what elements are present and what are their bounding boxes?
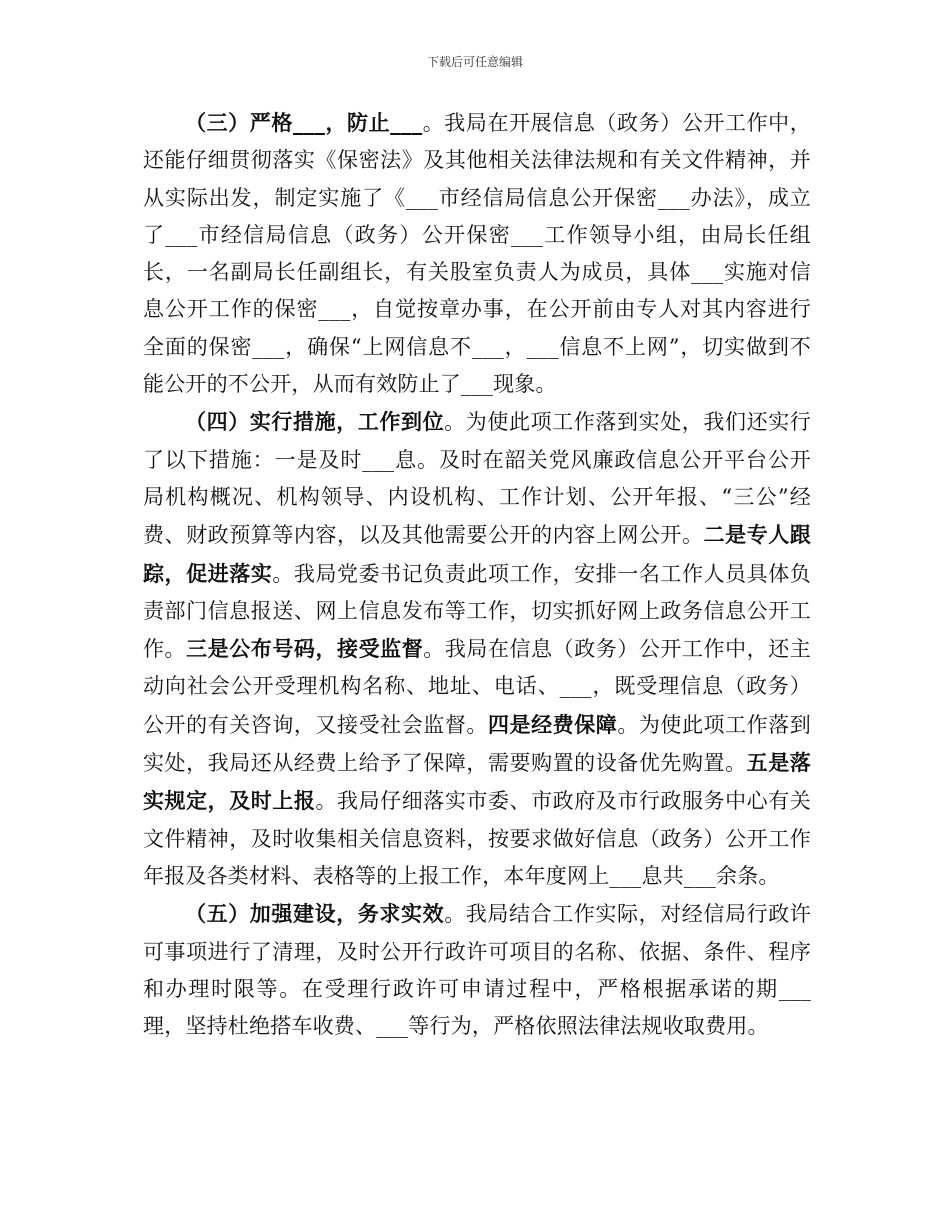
subheading-5: 五是落实规定，及时上报: [143, 750, 811, 814]
paragraph-heading: （三）严格___，防止___: [185, 110, 423, 135]
paragraph-text: 。为使此项工作落到实处，我局还从经费上给予了保障，需要购置的设备优先购置。: [143, 712, 811, 776]
subheading-3: 三是公布号码，接受监督: [186, 636, 424, 662]
paragraph-text: 。我局党委书记负责此项工作，安排一名工作人员具体负责部门信息报送、网上信息发布等工作，切实抓好网上政务信息公开工作。: [143, 561, 811, 662]
subheading-2: 二是专人跟踪，促进落实: [143, 522, 812, 586]
paragraph-text: 。我局在信息（政务）公开工作中，还主动向社会公开受理机构名称、地址、电话、___，既受理信息（政务）公开的有关咨询，又接受社会监督。: [143, 637, 811, 737]
document-body: [143, 104, 811, 1045]
paragraph-3: [143, 104, 811, 403]
paragraph-text: 。我局结合工作实际，对经信局行政许可事项进行了清理，及时公开行政许可项目的名称、依据、条件、程序和办理时限等。在受理行政许可申请过程中，严格根据承诺的期___理，坚持杜绝搭车收费、___等行为，严格依照法律法规收取费用。: [143, 902, 811, 1039]
subheading-4: 四是经费保障: [487, 711, 618, 737]
paragraph-heading: （四）实行措施，工作到位: [185, 409, 445, 435]
paragraph-text: 。我局仔细落实市委、市政府及市行政服务中心有关文件精神，及时收集相关信息资料，按要求做好信息（政务）公开工作年报及各类材料、表格等的上报工作，本年度网上___息共___余条。: [143, 789, 811, 888]
paragraph-text: 。我局在开展信息（政务）公开工作中，还能仔细贯彻落实《保密法》及其他相关法律法规和有关文件精神，并从实际出发，制定实施了《___市经信局信息公开保密___办法》，成立了___市经信局信息（政务）公开保密___工作领导小组，由局长任组长，一名副局长任副组长，有关股室负责人为成员，具体___实施对信息公开工作的保密___，自觉按章办事，在公开前由专人对其内容进行全面的保密___，确保“上网信息不___，___信息不上网”，切实做到不能公开的不公开，从而有效防止了___现象。: [143, 111, 811, 397]
paragraph-text: 。为使此项工作落到实处，我们还实行了以下措施：一是及时___息。及时在韶关党风廉政信息公开平台公开局机构概况、机构领导、内设机构、工作计划、公开年报、“三公”经费、财政预算等内容，以及其他需要公开的内容上网公开。: [143, 410, 811, 548]
page-header: 下载后可任意编辑: [426, 55, 523, 69]
paragraph-heading: （五）加强建设，务求实效: [185, 901, 445, 927]
paragraph-5: [143, 895, 811, 1045]
paragraph-4: [143, 403, 811, 895]
